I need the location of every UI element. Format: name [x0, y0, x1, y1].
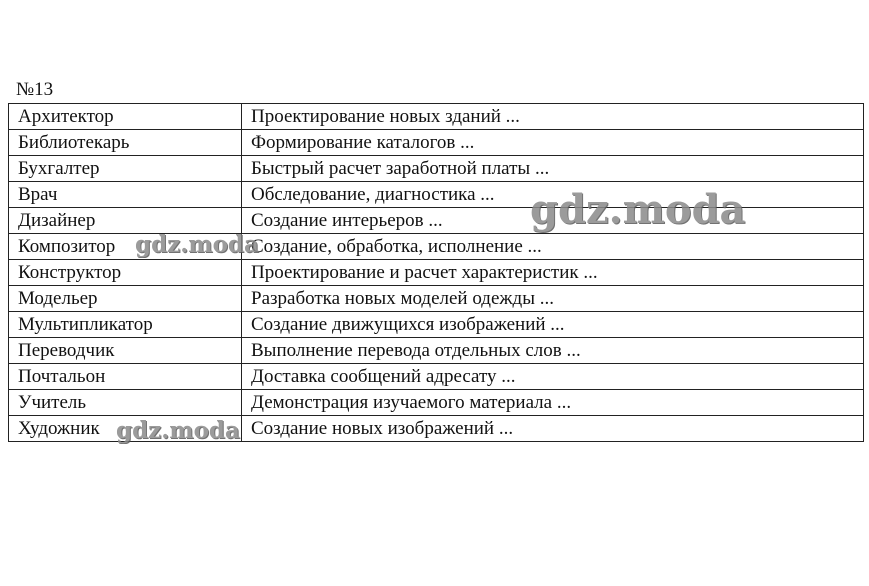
professions-table: [8, 103, 864, 442]
profession-cell: Бухгалтер: [9, 156, 242, 182]
watermark-middle: gdz.moda: [135, 231, 259, 258]
description-cell: Проектирование и расчет характеристик ...: [242, 260, 864, 286]
profession-cell: Модельер: [9, 286, 242, 312]
profession-cell: Художник: [9, 416, 242, 442]
profession-cell: Библиотекарь: [9, 130, 242, 156]
watermark-small: gdz.moda: [116, 417, 240, 444]
table-row: [9, 104, 864, 130]
table-row: [9, 390, 864, 416]
description-cell: Создание движущихся изображений ...: [242, 312, 864, 338]
task-number: №13: [16, 79, 54, 100]
profession-cell: Конструктор: [9, 260, 242, 286]
profession-cell: Дизайнер: [9, 208, 242, 234]
description-cell: Выполнение перевода отдельных слов ...: [242, 338, 864, 364]
table-row: [9, 156, 864, 182]
description-cell: Обследование, диагностика ...: [242, 182, 864, 208]
table-row: [9, 286, 864, 312]
profession-cell: Врач: [9, 182, 242, 208]
table-row: [9, 364, 864, 390]
table-row: [9, 338, 864, 364]
description-cell: Доставка сообщений адресату ...: [242, 364, 864, 390]
profession-cell: Учитель: [9, 390, 242, 416]
description-cell: Создание интерьеров ...: [242, 208, 864, 234]
table-row: [9, 416, 864, 442]
table-row: [9, 234, 864, 260]
description-cell: Создание новых изображений ...: [242, 416, 864, 442]
table-row: [9, 260, 864, 286]
description-cell: Быстрый расчет заработной платы ...: [242, 156, 864, 182]
table-row: [9, 130, 864, 156]
profession-cell: Композитор: [9, 234, 242, 260]
profession-cell: Мультипликатор: [9, 312, 242, 338]
table-row: [9, 312, 864, 338]
profession-cell: Почтальон: [9, 364, 242, 390]
table-row: [9, 182, 864, 208]
description-cell: Создание, обработка, исполнение ...: [242, 234, 864, 260]
table-row: [9, 208, 864, 234]
profession-cell: Переводчик: [9, 338, 242, 364]
description-cell: Разработка новых моделей одежды ...: [242, 286, 864, 312]
watermark-large: gdz.moda: [530, 186, 746, 233]
description-cell: Демонстрация изучаемого материала ...: [242, 390, 864, 416]
profession-cell: Архитектор: [9, 104, 242, 130]
description-cell: Проектирование новых зданий ...: [242, 104, 864, 130]
description-cell: Формирование каталогов ...: [242, 130, 864, 156]
